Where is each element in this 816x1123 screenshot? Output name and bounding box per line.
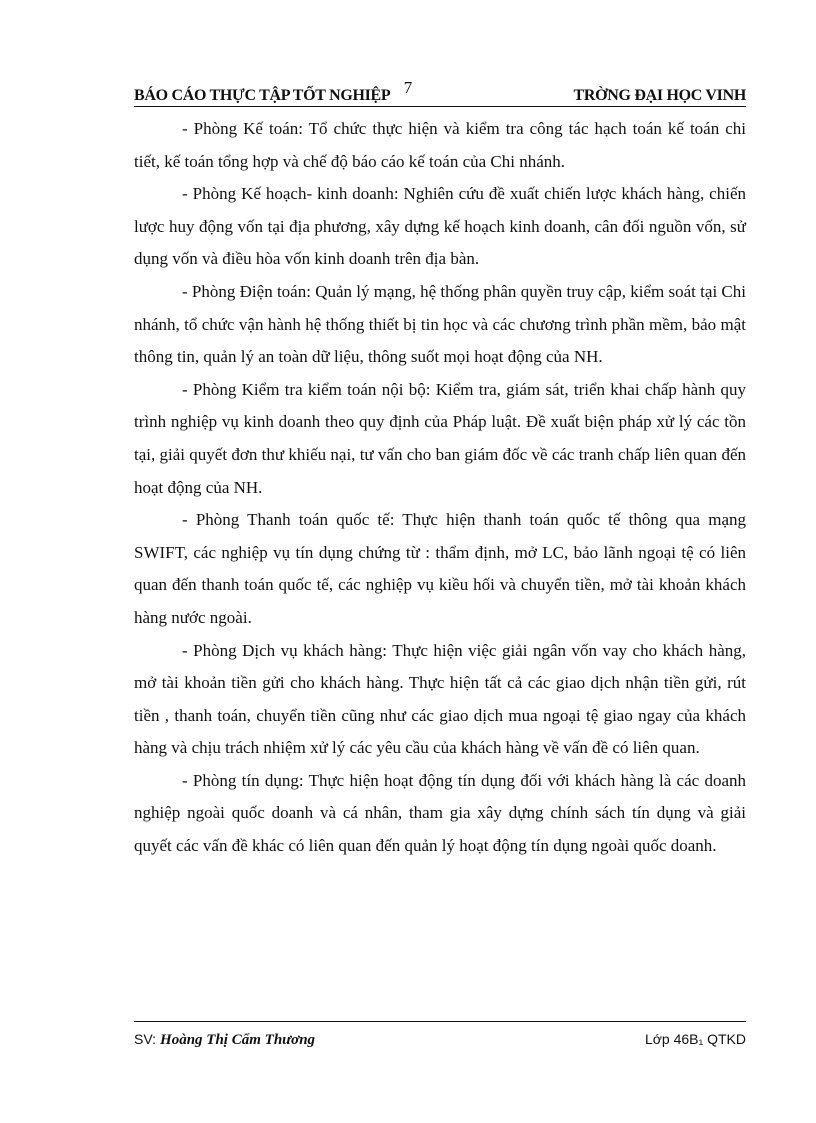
paragraph-it: - Phòng Điện toán: Quản lý mạng, hệ thống phân quyền truy cập, kiểm soát tại Chi nhánh, tổ chức vận hành hệ thống thiết bị tin học và các chương trình phần mềm, bảo mật thông tin, quản lý an toàn dữ liệu, thông suốt mọi hoạt động của NH. xyxy=(134,281,746,367)
student-label: SV: xyxy=(134,1031,157,1047)
document-body xyxy=(134,113,746,863)
paragraph-accounting: - Phòng Kế toán: Tổ chức thực hiện và kiểm tra công tác hạch toán kế toán chi tiết, kế toán tổng hợp và chế độ báo cáo kế toán của Chi nhánh. xyxy=(134,119,746,171)
report-title: BÁO CÁO THỰC TẬP TỐT NGHIỆP xyxy=(134,87,391,104)
page-footer xyxy=(134,1028,746,1050)
paragraph-internal-audit: - Phòng Kiểm tra kiểm toán nội bộ: Kiểm tra, giám sát, triển khai chấp hành quy trình nghiệp vụ kinh doanh theo quy định của Pháp luật. Đề xuất biện pháp xử lý các tồn tại, giải quyết đơn thư khiếu nại, tư vấn cho ban giám đốc về các tranh chấp liên quan đến hoạt động của NH. xyxy=(134,379,746,497)
paragraph-planning-business: - Phòng Kế hoạch- kinh doanh: Nghiên cứu đề xuất chiến lược khách hàng, chiến lược huy động vốn tại địa phương, xây dựng kế hoạch kinh doanh, cân đối nguồn vốn, sử dụng vốn và điều hòa vốn kinh doanh trên địa bàn. xyxy=(134,184,746,269)
university-name: TRỜNG ĐẠI HỌC VINH xyxy=(573,87,746,104)
footer-divider xyxy=(134,1021,746,1022)
class-label: Lớp 46B₁ QTKD xyxy=(644,1031,746,1047)
page-number: 7 xyxy=(403,78,413,97)
page-header xyxy=(134,86,746,107)
paragraph-international-payment: - Phòng Thanh toán quốc tế: Thực hiện thanh toán quốc tế thông qua mạng SWIFT, các nghiệp vụ tín dụng chứng từ : thẩm định, mở LC, bảo lãnh ngoại tệ có liên quan đến thanh toán quốc tế, các nghiệp vụ kiều hối và chuyển tiền, mở tài khoản khách hàng nước ngoài. xyxy=(134,510,746,627)
student-signature xyxy=(134,1028,315,1051)
paragraph-credit: - Phòng tín dụng: Thực hiện hoạt động tín dụng đối với khách hàng là các doanh nghiệp ngoài quốc doanh và cá nhân, tham gia xây dựng chính sách tín dụng và giải quyết các vấn đề khác có liên quan đến quản lý hoạt động tín dụng ngoài quốc doanh. xyxy=(134,770,746,856)
student-name: Hoàng Thị Cẩm Thương xyxy=(160,1032,316,1048)
paragraph-customer-service: - Phòng Dịch vụ khách hàng: Thực hiện việc giải ngân vốn vay cho khách hàng, mở tài khoản tiền gửi cho khách hàng. Thực hiện tất cả các giao dịch nhận tiền gửi, rút tiền , thanh toán, chuyển tiền cũng như các giao dịch mua ngoại tệ giao ngay của khách hàng và chịu trách nhiệm xử lý các yêu cầu của khách hàng về vấn đề có liên quan. xyxy=(134,640,746,758)
